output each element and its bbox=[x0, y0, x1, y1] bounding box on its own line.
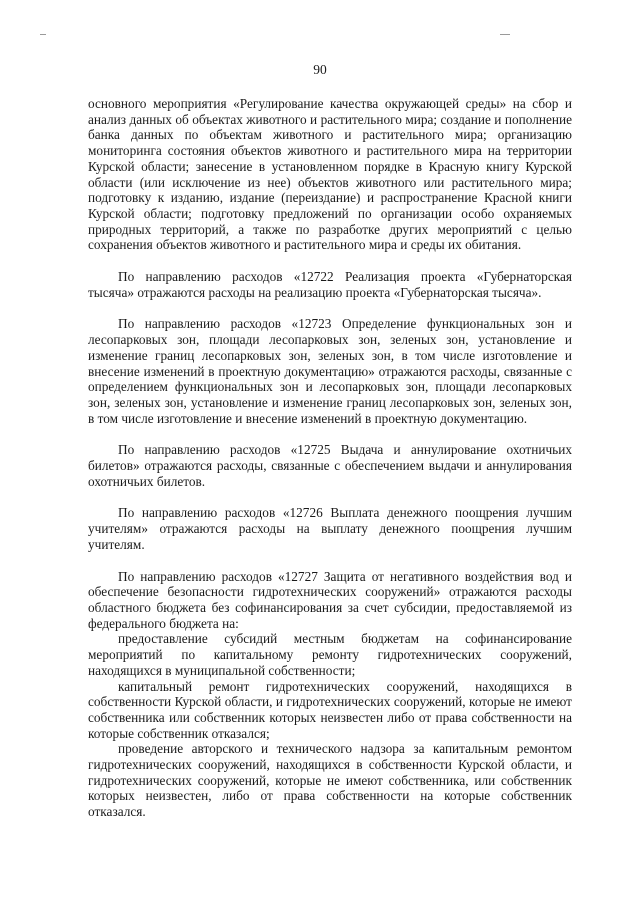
paragraph-12723: По направлению расходов «12723 Определение функциональных зон и лесопарковых зон, площади лесопарковых зон, зеленых зон, установление и изменение границ лесопарковых зон, зеленых зон, в том числе изготовление и внесение изменений в проектную документацию» отражаются расходы, связанные с определением функциональных зон и лесопарковых зон, площади лесопарковых зон, зеленых зон, установление и изменение границ лесопарковых зон, зеленых зон, в том числе изготовление и внесение изменений в проектную документацию. bbox=[88, 316, 572, 426]
paragraph-12727: По направлению расходов «12727 Защита от негативного воздействия вод и обеспечение безопасности гидротехнических сооружений» отражаются расходы областного бюджета без софинансирования за счет субсидии, предоставляемой из федерального бюджета на: bbox=[88, 568, 572, 631]
paragraph-12722: По направлению расходов «12722 Реализация проекта «Губернаторская тысяча» отражаются расходы на реализацию проекта «Губернаторская тысяча». bbox=[88, 269, 572, 300]
page-number: 90 bbox=[313, 62, 327, 77]
scan-artifact-left bbox=[40, 34, 46, 35]
paragraph-12725: По направлению расходов «12725 Выдача и аннулирование охотничьих билетов» отражаются расходы, связанные с обеспечением выдачи и аннулирования охотничьих билетов. bbox=[88, 442, 572, 489]
list-item-supervision: проведение авторского и технического надзора за капитальным ремонтом гидротехнических сооружений, находящихся в собственности Курской области, и гидротехнических сооружений, которые не имеют собственника, или собственник которых неизвестен, либо от права собственности на которые собственник отказался. bbox=[88, 741, 572, 820]
list-item-subsidies: предоставление субсидий местным бюджетам на софинансирование мероприятий по капитальному ремонту гидротехнических сооружений, находящихся в муниципальной собственности; bbox=[88, 631, 572, 678]
scan-artifact-right bbox=[500, 34, 510, 35]
paragraph-12726: По направлению расходов «12726 Выплата денежного поощрения лучшим учителям» отражаются расходы на выплату денежного поощрения лучшим учителям. bbox=[88, 505, 572, 552]
list-item-capital-repair: капитальный ремонт гидротехнических сооружений, находящихся в собственности Курской области, и гидротехнических сооружений, которые не имеют собственника или собственник которых неизвестен либо от права собственности на которые собственник отказался; bbox=[88, 678, 572, 741]
document-body bbox=[88, 96, 572, 820]
paragraph-continuation: основного мероприятия «Регулирование качества окружающей среды» на сбор и анализ данных об объектах животного и растительного мира; создание и пополнение банка данных по объектам животного и растительного мира; организацию мониторинга состояния объектов животного и растительного мира на территории Курской области; занесение в установленном порядке в Красную книгу Курской области (или исключение из нее) объектов животного или растительного мира; подготовку к изданию, издание (переиздание) и распространение Красной книги Курской области; подготовку предложений по организации особо охраняемых природных территорий, а также по разработке других мероприятий с целью сохранения объектов животного и растительного мира и среды их обитания. bbox=[88, 96, 572, 253]
